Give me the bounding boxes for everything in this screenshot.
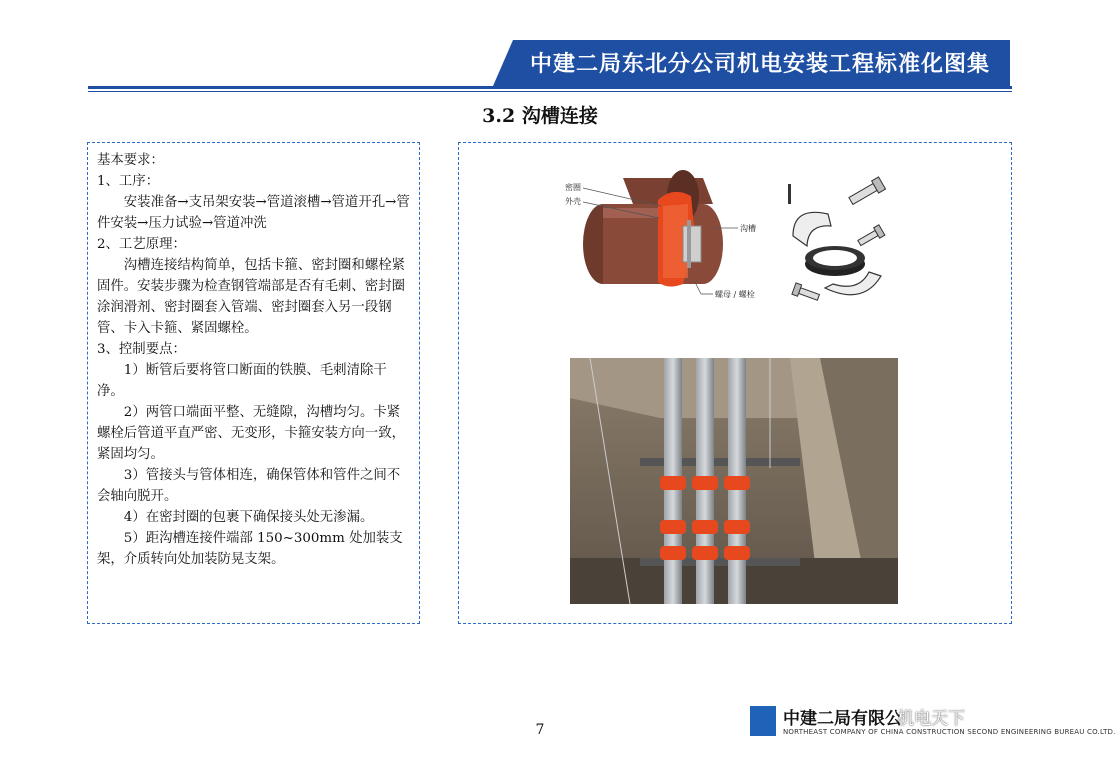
step2-text: 沟槽连接结构简单，包括卡箍、密封圈和螺栓紧固件。安装步骤为检查钢管端部是否有毛刺、密封圈涂润滑剂、密封圈套入管端、密封圈套入另一段钢管、卡入卡箍、紧固螺栓。 <box>97 258 405 336</box>
label-seal: 密圈 <box>565 183 581 192</box>
control-point: 1）断管后要将管口断面的铁膜、毛刺清除干净。 <box>97 363 387 399</box>
company-name-en: NORTHEAST COMPANY OF CHINA CONSTRUCTION SECOND ENGINEERING BUREAU CO.LTD. <box>783 728 1116 736</box>
control-point: 5）距沟槽连接件端部 150~300mm 处加装支架，介质转向处加装防晃支架。 <box>97 531 403 567</box>
company-name: 中建二局有限公 <box>783 709 902 729</box>
pipe-illustration <box>583 170 723 287</box>
section-title: 3.2 沟槽连接 <box>482 105 598 127</box>
step3-label: 3、控制要点： <box>97 342 186 357</box>
groove-coupling-diagram <box>563 166 947 318</box>
watermark-text: 机电天下 <box>897 709 965 729</box>
step2-label: 2、工艺原理： <box>97 237 186 252</box>
header-rule <box>88 86 1012 89</box>
control-point: 3）管接头与管体相连，确保管体和管件之间不会轴向脱开。 <box>97 468 401 504</box>
label-groove: 沟槽 <box>740 224 756 233</box>
company-logo-icon <box>750 706 776 736</box>
page-number: 7 <box>535 722 545 738</box>
step1-label: 1、工序： <box>97 174 160 189</box>
exploded-coupling-illustration <box>788 177 886 303</box>
installation-photo <box>570 358 898 604</box>
step1-text: 安装准备→支吊架安装→管道滚槽→管道开孔→管件安装→压力试验→管道冲洗 <box>97 195 410 231</box>
banner-slant <box>493 40 515 86</box>
control-point: 2）两管口端面平整、无缝隙，沟槽均匀。卡紧螺栓后管道平直严密、无变形，卡箍安装方向一致，紧固均匀。 <box>97 405 405 462</box>
requirements-text <box>97 150 413 570</box>
header-title: 中建二局东北分公司机电安装工程标准化图集 <box>530 52 991 77</box>
header-rule-thin <box>88 91 1012 92</box>
control-point: 4）在密封圈的包裹下确保接头处无渗漏。 <box>123 510 374 525</box>
label-bolt-nut: 螺母 / 螺栓 <box>715 290 755 299</box>
requirements-heading: 基本要求： <box>97 153 164 168</box>
label-housing: 外壳 <box>565 197 581 206</box>
